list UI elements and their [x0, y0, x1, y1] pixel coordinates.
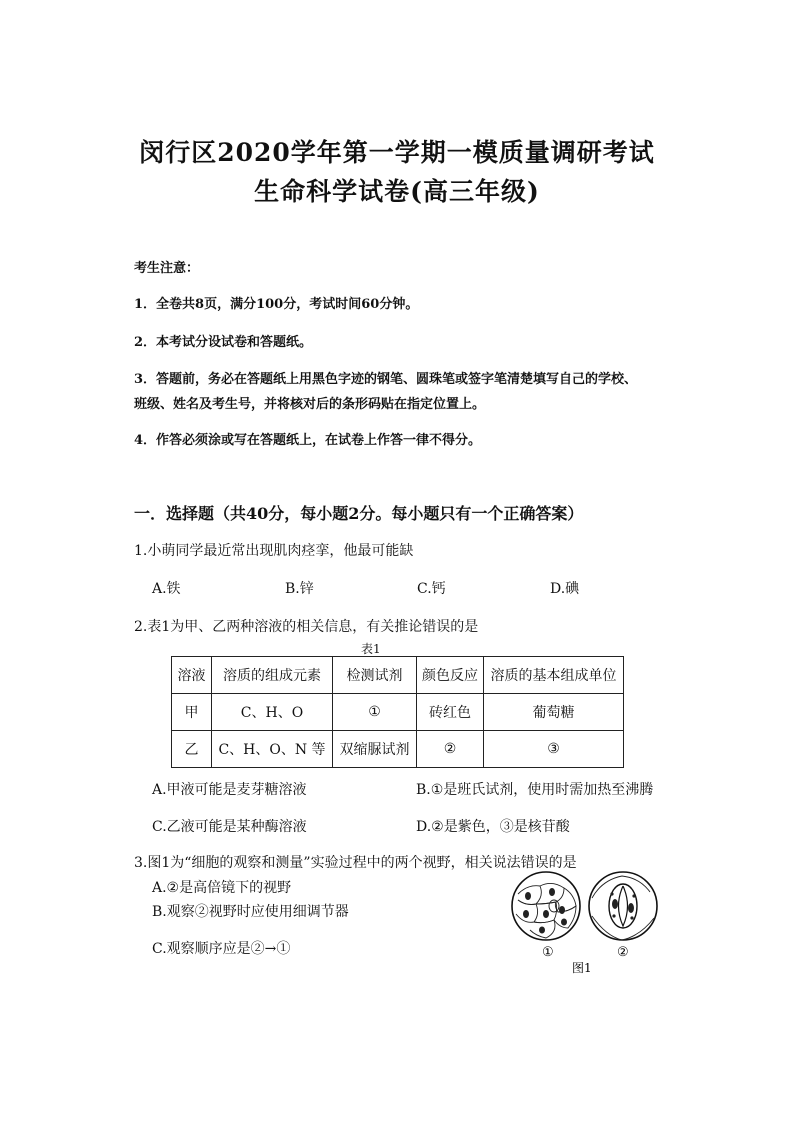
notice-heading: 考生注意：	[134, 261, 200, 276]
notice-item-3: 3．答题前，务必在答题纸上用黑色字迹的钢笔、圆珠笔或签字笔清楚填写自己的学校、	[134, 372, 638, 387]
question-1-stem: 1.小萌同学最近常出现肌肉痉挛，他最可能缺	[134, 543, 414, 559]
q2-option-c: C.乙液可能是某种酶溶液	[152, 819, 307, 835]
table-header-cell: 检测试剂	[333, 657, 417, 694]
table-cell: C、H、O、N 等	[212, 731, 333, 768]
table-cell: 葡萄糖	[484, 694, 624, 731]
microscope-view-2	[589, 872, 657, 940]
notice-item-2: 2．本考试分设试卷和答题纸。	[134, 335, 313, 350]
table-header-cell: 溶质的组成元素	[212, 657, 333, 694]
notice-item-1: 1．全卷共8页，满分100分，考试时间60分钟。	[134, 297, 419, 312]
notice-item-4: 4．作答必须涂或写在答题纸上，在试卷上作答一律不得分。	[134, 433, 482, 448]
section-heading: 一．选择题（共40分，每小题2分。每小题只有一个正确答案）	[134, 504, 584, 523]
table-header-cell: 溶质的基本组成单位	[484, 657, 624, 694]
figure-1-microscope-views	[510, 870, 670, 980]
table-cell: 乙	[172, 731, 212, 768]
figure-label-2: ②	[617, 945, 629, 960]
q1-option-d: D.碘	[550, 581, 580, 597]
table-cell: ③	[484, 731, 624, 768]
table-row	[172, 731, 624, 768]
figure-caption: 图1	[572, 961, 592, 975]
table-row	[172, 694, 624, 731]
q1-option-b: B.锌	[285, 581, 314, 597]
q3-option-c: C.观察顺序应是②→①	[152, 941, 291, 957]
table-header-cell: 颜色反应	[417, 657, 484, 694]
microscope-view-1	[512, 872, 580, 940]
exam-title-line1: 闵行区2020学年第一学期一模质量调研考试	[139, 138, 655, 167]
figure-label-1: ①	[542, 945, 554, 960]
q2-option-a: A.甲液可能是麦芽糖溶液	[152, 782, 307, 798]
q1-option-a: A.铁	[152, 581, 181, 597]
table-cell: ②	[417, 731, 484, 768]
notice-item-3-cont: 班级、姓名及考生号，并将核对后的条形码贴在指定位置上。	[134, 397, 486, 412]
question-2-stem: 2.表1为甲、乙两种溶液的相关信息，有关推论错误的是	[134, 619, 479, 635]
table-header-cell: 溶液	[172, 657, 212, 694]
question-3-stem: 3.图1为“细胞的观察和测量”实验过程中的两个视野，相关说法错误的是	[134, 855, 577, 871]
solution-table	[171, 656, 624, 768]
table-cell: 双缩脲试剂	[333, 731, 417, 768]
q3-option-b: B.观察②视野时应使用细调节器	[152, 904, 349, 920]
table-cell: 甲	[172, 694, 212, 731]
table-cell: 砖红色	[417, 694, 484, 731]
q2-option-d: D.②是紫色，③是核苷酸	[416, 819, 570, 835]
q3-option-a: A.②是高倍镜下的视野	[152, 880, 292, 896]
table-cell: C、H、O	[212, 694, 333, 731]
exam-title-line2: 生命科学试卷(高三年级)	[254, 177, 540, 206]
table-header-row	[172, 657, 624, 694]
q1-option-c: C.钙	[417, 581, 446, 597]
q2-option-b: B.①是班氏试剂，使用时需加热至沸腾	[416, 782, 654, 798]
table-cell: ①	[333, 694, 417, 731]
table-caption: 表1	[361, 642, 381, 656]
